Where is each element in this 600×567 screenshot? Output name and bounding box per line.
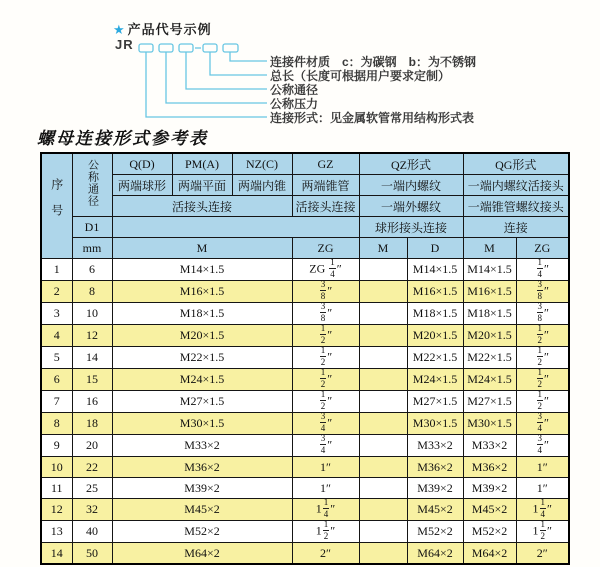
header-pm-desc: 两端平面 [172,175,232,196]
table-cell: $\frac{1}{2}$ ″ [516,347,569,369]
table-row [41,347,569,369]
table-cell: $\frac{1}{2}$ ″ [516,325,569,347]
table-cell: 6 [41,369,72,391]
table-cell: 25 [72,478,112,499]
table-cell: 1″ [292,478,359,499]
connector-line [210,52,267,75]
table-cell: M36×2 [463,457,516,478]
table-row [41,499,569,521]
table-body [41,259,569,565]
header-row [41,238,569,259]
table-cell: M14×1.5 [463,259,516,281]
table-cell: M39×2 [407,478,463,499]
table-cell: 1 $\frac{1}{2}$ ″ [292,521,359,543]
table-cell [359,259,407,281]
header-blank [112,217,359,238]
table-cell: 12 [72,325,112,347]
table-cell [359,369,407,391]
table-cell: M20×1.5 [112,325,292,347]
table-row [41,303,569,325]
table-cell: $\frac{3}{4}$ ″ [516,435,569,457]
table-cell: 1″ [516,457,569,478]
table-cell: 4 [41,325,72,347]
header-dn: 公称通径 [72,153,112,217]
table-cell: M22×1.5 [463,347,516,369]
diagram-label-diameter: 公称通径 [270,83,319,97]
table-cell: 20 [72,435,112,457]
table-cell: M45×2 [407,499,463,521]
reference-table [40,152,570,565]
table-cell: 14 [41,543,72,565]
table-cell: 1 $\frac{1}{4}$ ″ [292,499,359,521]
table-cell [359,347,407,369]
table-cell: M33×2 [407,435,463,457]
table-cell: M45×2 [463,499,516,521]
header-qz: QZ形式 [359,153,463,175]
header-qz-d: D [407,238,463,259]
header-qg-desc2: 一端锥管螺纹接头 [463,196,569,217]
table-cell: $\frac{1}{2}$ ″ [292,325,359,347]
table-cell: M52×2 [463,521,516,543]
table-cell: 10 [41,457,72,478]
table-cell [359,391,407,413]
header-qz-desc1: 一端内螺纹 [359,175,463,196]
table-cell: M39×2 [463,478,516,499]
diagram-heading [113,19,212,38]
table-cell: M22×1.5 [112,347,292,369]
table-row [41,543,569,565]
table-cell: $\frac{3}{8}$ ″ [516,303,569,325]
table-row [41,435,569,457]
table-cell: 32 [72,499,112,521]
code-box [159,44,173,52]
table-row [41,521,569,543]
table-cell [359,499,407,521]
table-cell: 2 [41,281,72,303]
table-cell: M18×1.5 [407,303,463,325]
table-cell: 50 [72,543,112,565]
table-cell: M27×1.5 [112,391,292,413]
diagram-label-material: 连接件材质 c：为碳钢 b：为不锈钢 [270,55,477,69]
table-cell: 40 [72,521,112,543]
header-row [41,153,569,175]
table-cell: M30×1.5 [407,413,463,435]
table-cell: $\frac{1}{2}$ ″ [516,369,569,391]
table-row [41,325,569,347]
header-qg-zg: ZG [516,238,569,259]
table-cell: M27×1.5 [407,391,463,413]
table-cell: M39×2 [112,478,292,499]
table-cell: $\frac{3}{4}$ ″ [292,413,359,435]
connector-line [146,52,267,117]
table-cell: M30×1.5 [112,413,292,435]
table-cell: 9 [41,435,72,457]
table-cell: 8 [41,413,72,435]
table-cell: 12 [41,499,72,521]
table-cell: 10 [72,303,112,325]
table-cell [359,303,407,325]
table-cell [359,521,407,543]
table-cell: 18 [72,413,112,435]
table-cell: M20×1.5 [463,325,516,347]
header-row [41,217,569,238]
table-cell: $\frac{1}{2}$ ″ [516,391,569,413]
table-cell: 1 [41,259,72,281]
diagram-label-pressure: 公称压力 [270,97,319,111]
table-cell: M16×1.5 [463,281,516,303]
header-gz-desc: 两端锥管 [292,175,359,196]
table-cell: $\frac{1}{2}$ ″ [292,391,359,413]
table-cell [359,543,407,565]
connector-line [166,52,267,103]
header-qz-desc2: 一端外螺纹 [359,196,463,217]
table-cell: 5 [41,347,72,369]
star-icon: ★ [113,22,126,37]
header-zg: ZG [292,238,359,259]
table-cell: M36×2 [407,457,463,478]
header-seq: 序号 [41,153,72,259]
table-cell: M52×2 [112,521,292,543]
code-box [223,44,238,52]
table-cell: 13 [41,521,72,543]
table-cell: M27×1.5 [463,391,516,413]
header-qz-conn: 球形接头连接 [359,217,463,238]
page-title: 螺母连接形式参考表 [37,129,208,148]
table-cell: $\frac{1}{4}$ ″ [516,259,569,281]
table-cell: M52×2 [407,521,463,543]
table-cell [359,457,407,478]
table-cell: 1 $\frac{1}{4}$ ″ [516,499,569,521]
table-cell [359,413,407,435]
header-gz: GZ [292,153,359,175]
code-box [139,44,153,52]
header-qz-m: M [359,238,407,259]
header-q: Q(D) [112,153,172,175]
header-qg-m: M [463,238,516,259]
table-cell: 6 [72,259,112,281]
table-cell: $\frac{3}{8}$ ″ [516,281,569,303]
header-m: M [112,238,292,259]
header-d1: D1 [72,217,112,238]
table-cell: M16×1.5 [407,281,463,303]
table-row [41,478,569,499]
table-cell: M30×1.5 [463,413,516,435]
table-cell: 15 [72,369,112,391]
table-cell [359,325,407,347]
table-cell: 8 [72,281,112,303]
table-cell [359,478,407,499]
table-cell: M64×2 [112,543,292,565]
table-cell: M16×1.5 [112,281,292,303]
table-cell: $\frac{3}{8}$ ″ [292,281,359,303]
table-cell: 7 [41,391,72,413]
table-cell: M14×1.5 [112,259,292,281]
table-row [41,259,569,281]
table-cell: 11 [41,478,72,499]
table-row [41,369,569,391]
table-cell [359,435,407,457]
table-cell: M24×1.5 [407,369,463,391]
header-qg: QG形式 [463,153,569,175]
header-row [41,196,569,217]
table-cell: 2″ [516,543,569,565]
table-cell: 1″ [516,478,569,499]
diagram-label-length: 总长（长度可根据用户要求定制） [270,69,451,83]
header-mm: mm [72,238,112,259]
table-row [41,281,569,303]
diagram-label-connection: 连接形式：见金属软管常用结构形式表 [270,111,475,125]
table-row [41,457,569,478]
code-prefix: JR [115,37,134,52]
table-cell: $\frac{3}{4}$ ″ [516,413,569,435]
header-q-desc: 两端球形 [112,175,172,196]
table-cell: M45×2 [112,499,292,521]
table-cell: 22 [72,457,112,478]
table-cell: M24×1.5 [463,369,516,391]
table-cell: M36×2 [112,457,292,478]
header-nz-desc: 两端内锥 [232,175,292,196]
table-cell: 1 $\frac{1}{2}$ ″ [516,521,569,543]
table-cell: $\frac{1}{2}$ ″ [292,347,359,369]
connector-line [186,52,267,89]
header-nz: NZ(C) [232,153,292,175]
table-cell: 2″ [292,543,359,565]
table-cell: M64×2 [407,543,463,565]
table-cell: 16 [72,391,112,413]
header-qg-conn: 连接 [463,217,569,238]
table-cell: $\frac{3}{4}$ ″ [292,435,359,457]
header-row [41,175,569,196]
header-gz-conn: 活接头连接 [292,196,359,217]
table-cell: 14 [72,347,112,369]
code-box [179,44,193,52]
table-cell: M20×1.5 [407,325,463,347]
diagram-heading-text: 产品代号示例 [127,22,212,37]
table-cell: M24×1.5 [112,369,292,391]
table-row [41,391,569,413]
table-cell: M64×2 [463,543,516,565]
header-pm: PM(A) [172,153,232,175]
table-cell: 1″ [292,457,359,478]
table-header [41,153,569,259]
table-cell: M14×1.5 [407,259,463,281]
code-box [203,44,217,52]
table-cell: M18×1.5 [112,303,292,325]
table-cell: ZG $\frac{1}{4}$ ″ [292,259,359,281]
table-cell [359,281,407,303]
table-cell: $\frac{1}{2}$ ″ [292,369,359,391]
table-cell: M33×2 [112,435,292,457]
table-cell: 3 [41,303,72,325]
table-cell: M22×1.5 [407,347,463,369]
connector-line [230,52,267,61]
table-cell: M33×2 [463,435,516,457]
table-row [41,413,569,435]
table-cell: M18×1.5 [463,303,516,325]
header-qg-desc1: 一端内螺纹活接头 [463,175,569,196]
table-cell: $\frac{3}{8}$ ″ [292,303,359,325]
header-union-conn: 活接头连接 [112,196,292,217]
